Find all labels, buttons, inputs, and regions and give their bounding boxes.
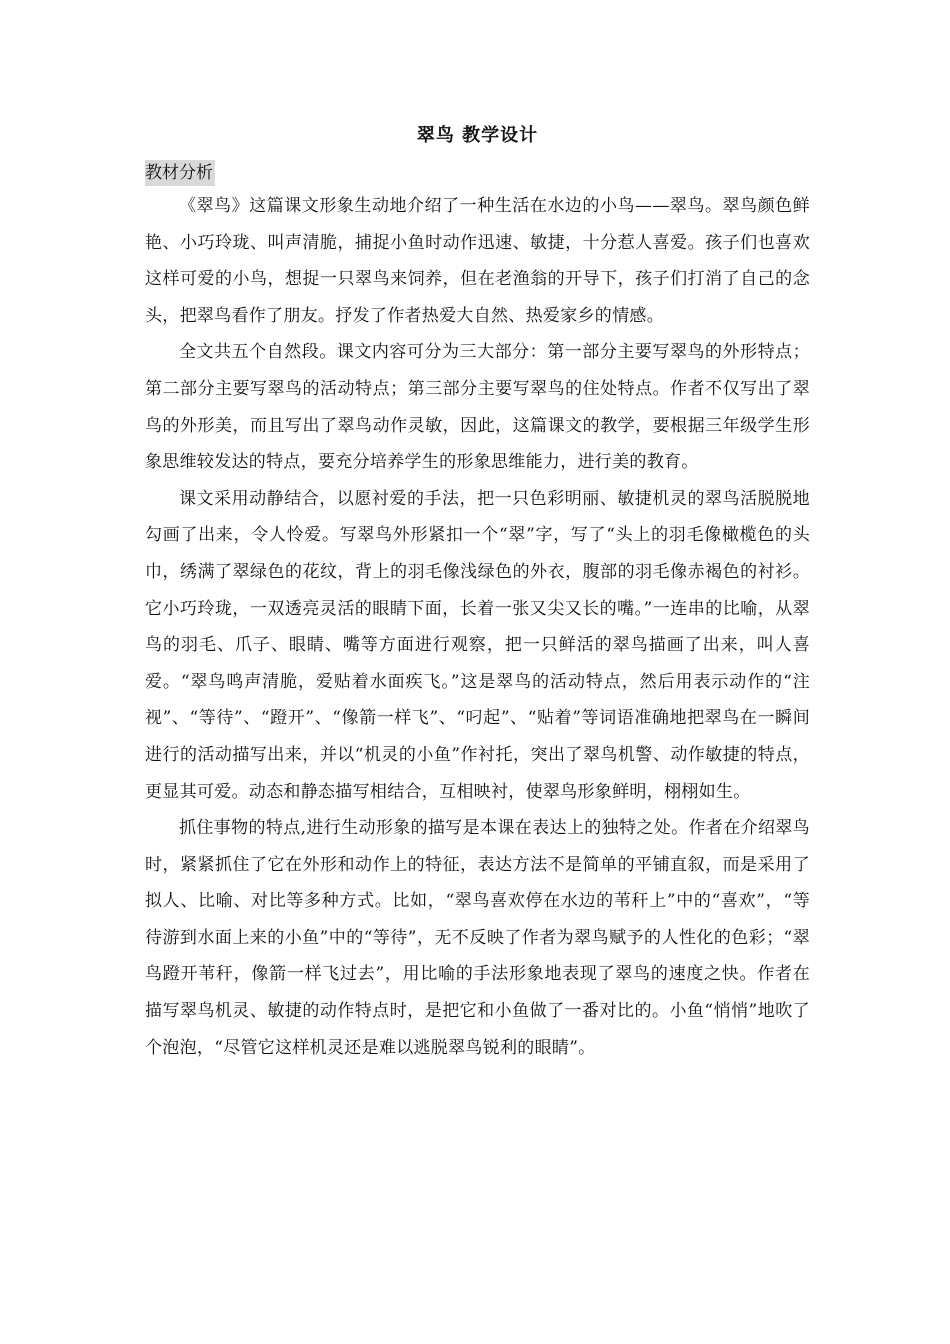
paragraph-4: 抓住事物的特点,进行生动形象的描写是本课在表达上的独特之处。作者在介绍翠鸟时，紧紧抓住了它在外形和动作上的特征，表达方法不是简单的平铺直叙，而是采用了拟人、比喻、对比等多种方式。比如，“翠鸟喜欢停在水边的苇秆上”中的“喜欢”，“等待游到水面上来的小鱼”中的“等待”，无不反映了作者为翠鸟赋予的人性化的色彩；“翠鸟蹬开苇秆，像箭一样飞过去”，用比喻的手法形象地表现了翠鸟的速度之快。作者在描写翠鸟机灵、敏捷的动作特点时，是把它和小鱼做了一番对比的。小鱼“悄悄”地吹了个泡泡，“尽管它这样机灵还是难以逃脱翠鸟锐利的眼睛”。 xyxy=(145,818,810,1058)
section-heading: 教材分析 xyxy=(145,160,215,186)
section-heading-wrapper xyxy=(145,154,810,188)
paragraph-2: 全文共五个自然段。课文内容可分为三大部分：第一部分主要写翠鸟的外形特点；第二部分主要写翠鸟的活动特点；第三部分主要写翠鸟的住处特点。作者不仅写出了翠鸟的外形美，而且写出了翠鸟动作灵敏，因此，这篇课文的教学，要根据三年级学生形象思维较发达的特点，要充分培养学生的形象思维能力，进行美的教育。 xyxy=(145,342,810,473)
paragraph-3: 课文采用动静结合，以愿衬爱的手法，把一只色彩明丽、敏捷机灵的翠鸟活脱脱地勾画了出来，令人怜爱。写翠鸟外形紧扣一个“翠”字，写了“头上的羽毛像橄榄色的头巾，绣满了翠绿色的花纹，背上的羽毛像浅绿色的外衣，腹部的羽毛像赤褐色的衬衫。它小巧玲珑，一双透亮灵活的眼睛下面，长着一张又尖又长的嘴。”一连串的比喻，从翠鸟的羽毛、爪子、眼睛、嘴等方面进行观察，把一只鲜活的翠鸟描画了出来，叫人喜爱。“翠鸟鸣声清脆，爱贴着水面疾飞。”这是翠鸟的活动特点，然后用表示动作的“注视”、“等待”、“蹬开”、“像箭一样飞”、“叼起”、“贴着”等词语准确地把翠鸟在一瞬间进行的活动描写出来，并以“机灵的小鱼”作衬托，突出了翠鸟机警、动作敏捷的特点，更显其可爱。动态和静态描写相结合，互相映衬，使翠鸟形象鲜明，栩栩如生。 xyxy=(145,488,810,802)
document-title: 翠鸟 教学设计 xyxy=(416,125,539,146)
document-page xyxy=(145,118,810,1066)
paragraph-1: 《翠鸟》这篇课文形象生动地介绍了一种生活在水边的小鸟——翠鸟。翠鸟颜色鲜艳、小巧玲珑、叫声清脆，捕捉小鱼时动作迅速、敏捷，十分惹人喜爱。孩子们也喜欢这样可爱的小鸟，想捉一只翠鸟来饲养，但在老渔翁的开导下，孩子们打消了自己的念头，把翠鸟看作了朋友。抒发了作者热爱大自然、热爱家乡的情感。 xyxy=(145,196,810,326)
